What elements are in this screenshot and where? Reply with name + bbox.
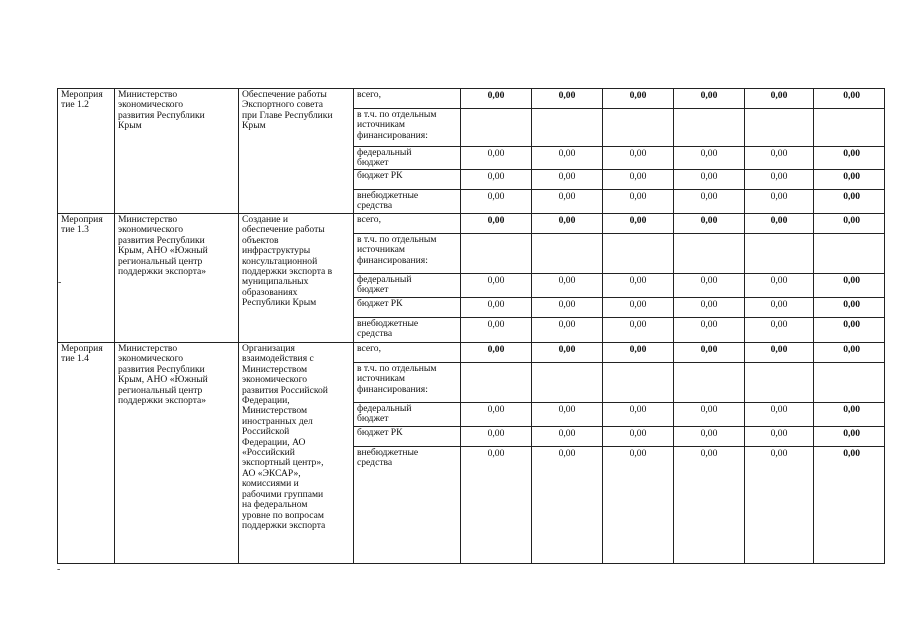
funding-source-cell — [354, 190, 461, 214]
amount-cell: 0,00 — [745, 190, 814, 214]
funding-source-cell — [354, 447, 461, 564]
executor-cell — [115, 343, 239, 564]
funding-source-cell — [354, 147, 461, 170]
description-cell — [239, 89, 354, 214]
amount-cell: 0,00 — [461, 147, 532, 170]
amount-cell: 0,00 — [745, 427, 814, 447]
amount-cell — [461, 109, 532, 147]
event-cell — [58, 214, 115, 343]
amount-cell: 0,00 — [532, 427, 603, 447]
amount-cell: 0,00 — [745, 298, 814, 318]
amount-cell: 0,00 — [532, 214, 603, 234]
executor-text: Министерство экономического развития Республики Крым — [118, 89, 205, 132]
amount-cell — [674, 234, 745, 274]
amount-cell: 0,00 — [674, 447, 745, 564]
amount-cell — [532, 109, 603, 147]
amount-cell: 0,00 — [674, 147, 745, 170]
amount-cell: 0,00 — [461, 274, 532, 298]
scan-mark: - — [58, 277, 62, 288]
amount-cell: 0,00 — [814, 147, 885, 170]
amount-cell — [674, 109, 745, 147]
description-cell — [239, 214, 354, 343]
amount-cell: 0,00 — [461, 214, 532, 234]
amount-cell: 0,00 — [745, 147, 814, 170]
funding-source-label: внебюджетные средства — [357, 318, 419, 340]
amount-cell: 0,00 — [532, 147, 603, 170]
event-cell — [58, 89, 115, 214]
amount-cell: 0,00 — [674, 403, 745, 427]
event-text: Мероприя тие 1.3 — [61, 214, 103, 236]
amount-cell: 0,00 — [674, 190, 745, 214]
executor-text: Министерство экономического развития Республики Крым, АНО «Южный региональный центр поддержки экспорта» — [118, 214, 208, 278]
amount-cell: 0,00 — [603, 403, 674, 427]
amount-cell — [603, 363, 674, 403]
amount-cell: 0,00 — [745, 343, 814, 363]
amount-cell: 0,00 — [603, 274, 674, 298]
amount-cell: 0,00 — [814, 190, 885, 214]
amount-cell: 0,00 — [461, 343, 532, 363]
amount-cell: 0,00 — [814, 89, 885, 109]
funding-source-cell — [354, 298, 461, 318]
amount-cell: 0,00 — [532, 274, 603, 298]
amount-cell — [674, 363, 745, 403]
amount-cell — [461, 234, 532, 274]
amount-cell — [814, 234, 885, 274]
amount-cell: 0,00 — [603, 318, 674, 343]
funding-source-label: бюджет РК — [357, 427, 403, 438]
amount-cell: 0,00 — [745, 318, 814, 343]
funding-table — [57, 88, 885, 564]
amount-cell: 0,00 — [603, 298, 674, 318]
description-cell — [239, 343, 354, 564]
amount-cell: 0,00 — [532, 318, 603, 343]
amount-cell: 0,00 — [603, 89, 674, 109]
funding-source-cell — [354, 274, 461, 298]
amount-cell: 0,00 — [814, 170, 885, 190]
funding-source-label: в т.ч. по отдельным источникам финансирования: — [357, 234, 437, 266]
amount-cell: 0,00 — [603, 147, 674, 170]
funding-source-cell — [354, 343, 461, 363]
amount-cell: 0,00 — [745, 214, 814, 234]
description-text: Организация взаимодействия с Министерством экономического развития Российской Федерации, Министерством иностранных дел Российской Федерации, АО «Российский экспортный центр», АО «ЭКСАР», комиссиями и рабочими группами на федеральном уровне по вопросам поддержки экспорта — [242, 343, 328, 531]
funding-source-cell — [354, 427, 461, 447]
amount-cell: 0,00 — [461, 298, 532, 318]
amount-cell — [603, 109, 674, 147]
funding-source-cell — [354, 318, 461, 343]
amount-cell: 0,00 — [461, 170, 532, 190]
funding-source-cell — [354, 170, 461, 190]
amount-cell: 0,00 — [603, 427, 674, 447]
amount-cell: 0,00 — [603, 447, 674, 564]
table-row — [58, 343, 885, 363]
amount-cell: 0,00 — [532, 343, 603, 363]
amount-cell: 0,00 — [745, 447, 814, 564]
funding-source-cell — [354, 363, 461, 403]
amount-cell: 0,00 — [603, 214, 674, 234]
amount-cell: 0,00 — [603, 343, 674, 363]
funding-source-cell — [354, 234, 461, 274]
amount-cell — [461, 363, 532, 403]
executor-text: Министерство экономического развития Республики Крым, АНО «Южный региональный центр поддержки экспорта» — [118, 343, 208, 407]
description-text: Обеспечение работы Экспортного совета при Главе Республики Крым — [242, 89, 333, 132]
amount-cell: 0,00 — [674, 170, 745, 190]
funding-source-label: всего, — [357, 214, 381, 225]
event-cell — [58, 343, 115, 564]
amount-cell: 0,00 — [532, 403, 603, 427]
amount-cell: 0,00 — [745, 403, 814, 427]
funding-source-label: внебюджетные средства — [357, 447, 419, 469]
funding-source-label: бюджет РК — [357, 170, 403, 181]
amount-cell: 0,00 — [674, 274, 745, 298]
funding-source-cell — [354, 89, 461, 109]
table-row — [58, 214, 885, 234]
funding-source-label: федеральный бюджет — [357, 403, 412, 425]
amount-cell: 0,00 — [532, 298, 603, 318]
amount-cell: 0,00 — [814, 298, 885, 318]
amount-cell — [532, 363, 603, 403]
amount-cell: 0,00 — [674, 427, 745, 447]
amount-cell: 0,00 — [532, 89, 603, 109]
amount-cell: 0,00 — [674, 318, 745, 343]
funding-source-cell — [354, 109, 461, 147]
funding-source-label: всего, — [357, 89, 381, 100]
funding-source-cell — [354, 214, 461, 234]
funding-source-label: в т.ч. по отдельным источникам финансирования: — [357, 109, 437, 141]
amount-cell — [745, 109, 814, 147]
amount-cell: 0,00 — [603, 190, 674, 214]
funding-source-label: федеральный бюджет — [357, 274, 412, 296]
amount-cell: 0,00 — [674, 214, 745, 234]
amount-cell: 0,00 — [532, 170, 603, 190]
amount-cell: 0,00 — [745, 89, 814, 109]
amount-cell: 0,00 — [461, 190, 532, 214]
description-text: Создание и обеспечение работы объектов инфраструктуры консультационной поддержки экспорта в муниципальных образованиях Республики Крым — [242, 214, 333, 309]
event-text: Мероприя тие 1.4 — [61, 343, 103, 365]
amount-cell — [603, 234, 674, 274]
amount-cell: 0,00 — [814, 274, 885, 298]
amount-cell — [745, 363, 814, 403]
amount-cell: 0,00 — [603, 170, 674, 190]
amount-cell: 0,00 — [674, 298, 745, 318]
amount-cell — [532, 234, 603, 274]
funding-source-label: внебюджетные средства — [357, 190, 419, 212]
amount-cell: 0,00 — [461, 427, 532, 447]
funding-source-label: бюджет РК — [357, 298, 403, 309]
amount-cell: 0,00 — [461, 318, 532, 343]
funding-source-label: в т.ч. по отдельным источникам финансирования: — [357, 363, 437, 395]
amount-cell — [745, 234, 814, 274]
amount-cell: 0,00 — [814, 427, 885, 447]
scan-mark: - — [57, 564, 61, 575]
amount-cell: 0,00 — [814, 403, 885, 427]
executor-cell — [115, 214, 239, 343]
amount-cell: 0,00 — [461, 403, 532, 427]
amount-cell: 0,00 — [814, 214, 885, 234]
amount-cell: 0,00 — [461, 89, 532, 109]
amount-cell: 0,00 — [745, 274, 814, 298]
amount-cell: 0,00 — [674, 343, 745, 363]
amount-cell — [814, 109, 885, 147]
amount-cell: 0,00 — [814, 343, 885, 363]
amount-cell: 0,00 — [532, 190, 603, 214]
amount-cell: 0,00 — [532, 447, 603, 564]
table-row — [58, 89, 885, 109]
funding-source-label: всего, — [357, 343, 381, 354]
amount-cell: 0,00 — [814, 318, 885, 343]
amount-cell: 0,00 — [674, 89, 745, 109]
amount-cell: 0,00 — [814, 447, 885, 564]
amount-cell: 0,00 — [461, 447, 532, 564]
executor-cell — [115, 89, 239, 214]
funding-source-cell — [354, 403, 461, 427]
funding-source-label: федеральный бюджет — [357, 147, 412, 169]
amount-cell — [814, 363, 885, 403]
event-text: Мероприя тие 1.2 — [61, 89, 103, 111]
amount-cell: 0,00 — [745, 170, 814, 190]
